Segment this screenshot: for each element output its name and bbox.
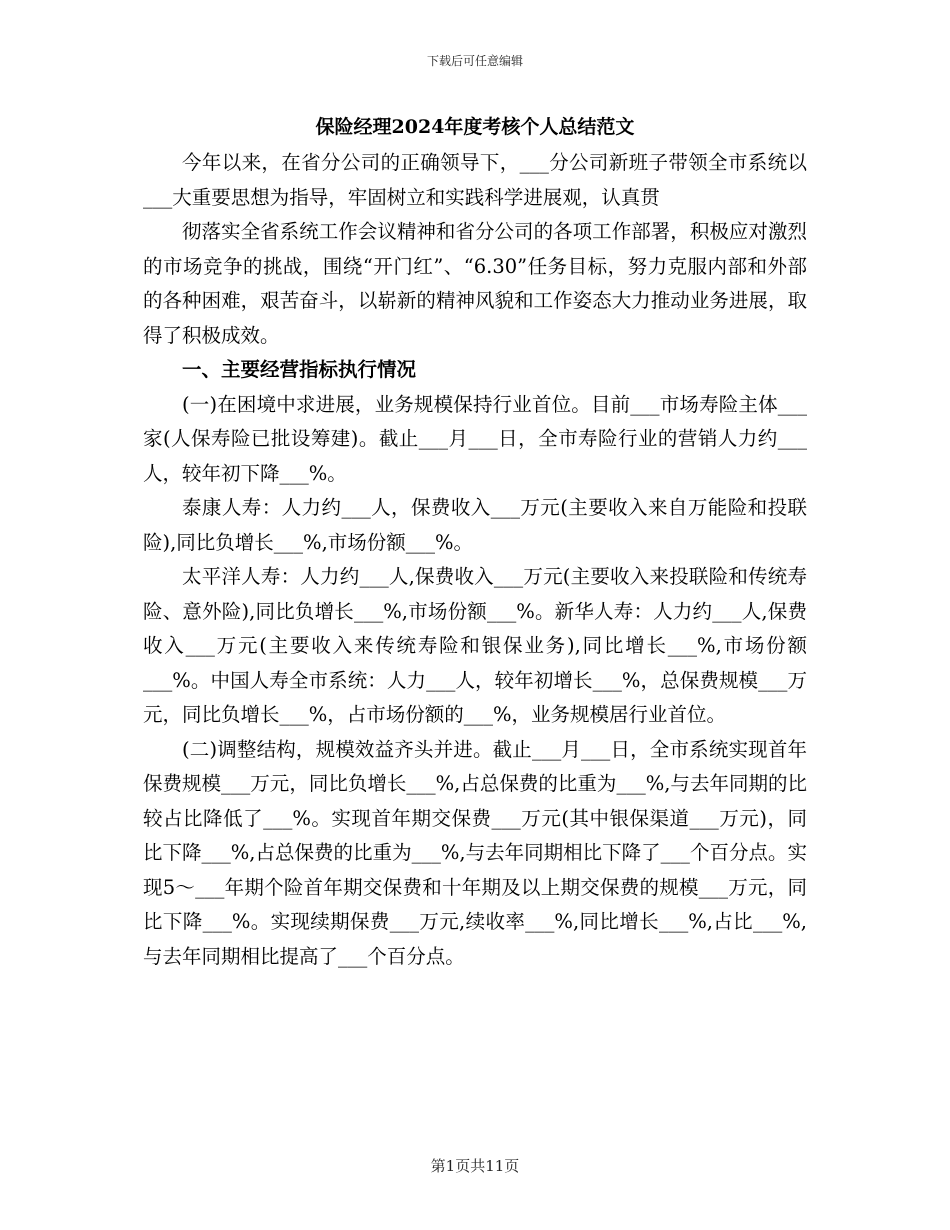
- paragraph-taikang: 泰康人寿：人力约___人，保费收入___万元(主要收入来自万能险和投联险),同比负增长___%,市场份额___%。: [143, 496, 807, 554]
- paragraph-item-2: (二)调整结构，规模效益齐头并进。截止___月___日，全市系统实现首年保费规模___万元，同比负增长___%,占总保费的比重为___%,与去年同期的比较占比降低了___%。实现首年期交保费___万元(其中银保渠道___万元)，同比下降___%,占总保费的比重为___%,与去年同期相比下降了___个百分点。实现5～___年期个险首年期交保费和十年期及以上期交保费的规模___万元，同比下降___%。实现续期保费___万元,续收率___%,同比增长___%,占比___%,与去年同期相比提高了___个百分点。: [143, 737, 807, 968]
- document-title: 保险经理2024年度考核个人总结范文: [315, 116, 635, 138]
- paragraph-intro-1: 今年以来，在省分公司的正确领导下，___分公司新班子带领全市系统以___大重要思想为指导，牢固树立和实践科学进展观，认真贯: [143, 151, 807, 209]
- section-heading: 一、主要经营指标执行情况: [182, 358, 417, 381]
- header-note: 下载后可任意编辑: [426, 54, 523, 68]
- document-body: [143, 146, 807, 974]
- paragraph-item-1: (一)在困境中求进展，业务规模保持行业首位。目前___市场寿险主体___家(人保寿险已批设筹建)。截止___月___日，全市寿险行业的营销人力约___人，较年初下降___%。: [143, 392, 807, 485]
- page-footer: 第1页共11页: [430, 1157, 520, 1175]
- paragraph-intro-2: 彻落实全省系统工作会议精神和省分公司的各项工作部署，积极应对激烈的市场竞争的挑战，围绕“开门红”、“6.30”任务目标，努力克服内部和外部的各种困难，艰苦奋斗，以崭新的精神风貌和工作姿态大力推动业务进展，取得了积极成效。: [143, 220, 807, 347]
- paragraph-pacific: 太平洋人寿：人力约___人,保费收入___万元(主要收入来投联险和传统寿险、意外险),同比负增长___%,市场份额___%。新华人寿：人力约___人,保费收入___万元(主要收入来传统寿险和银保业务),同比增长___%,市场份额___%。中国人寿全市系统：人力___人，较年初增长___%，总保费规模___万元，同比负增长___%，占市场份额的___%，业务规模居行业首位。: [143, 565, 807, 726]
